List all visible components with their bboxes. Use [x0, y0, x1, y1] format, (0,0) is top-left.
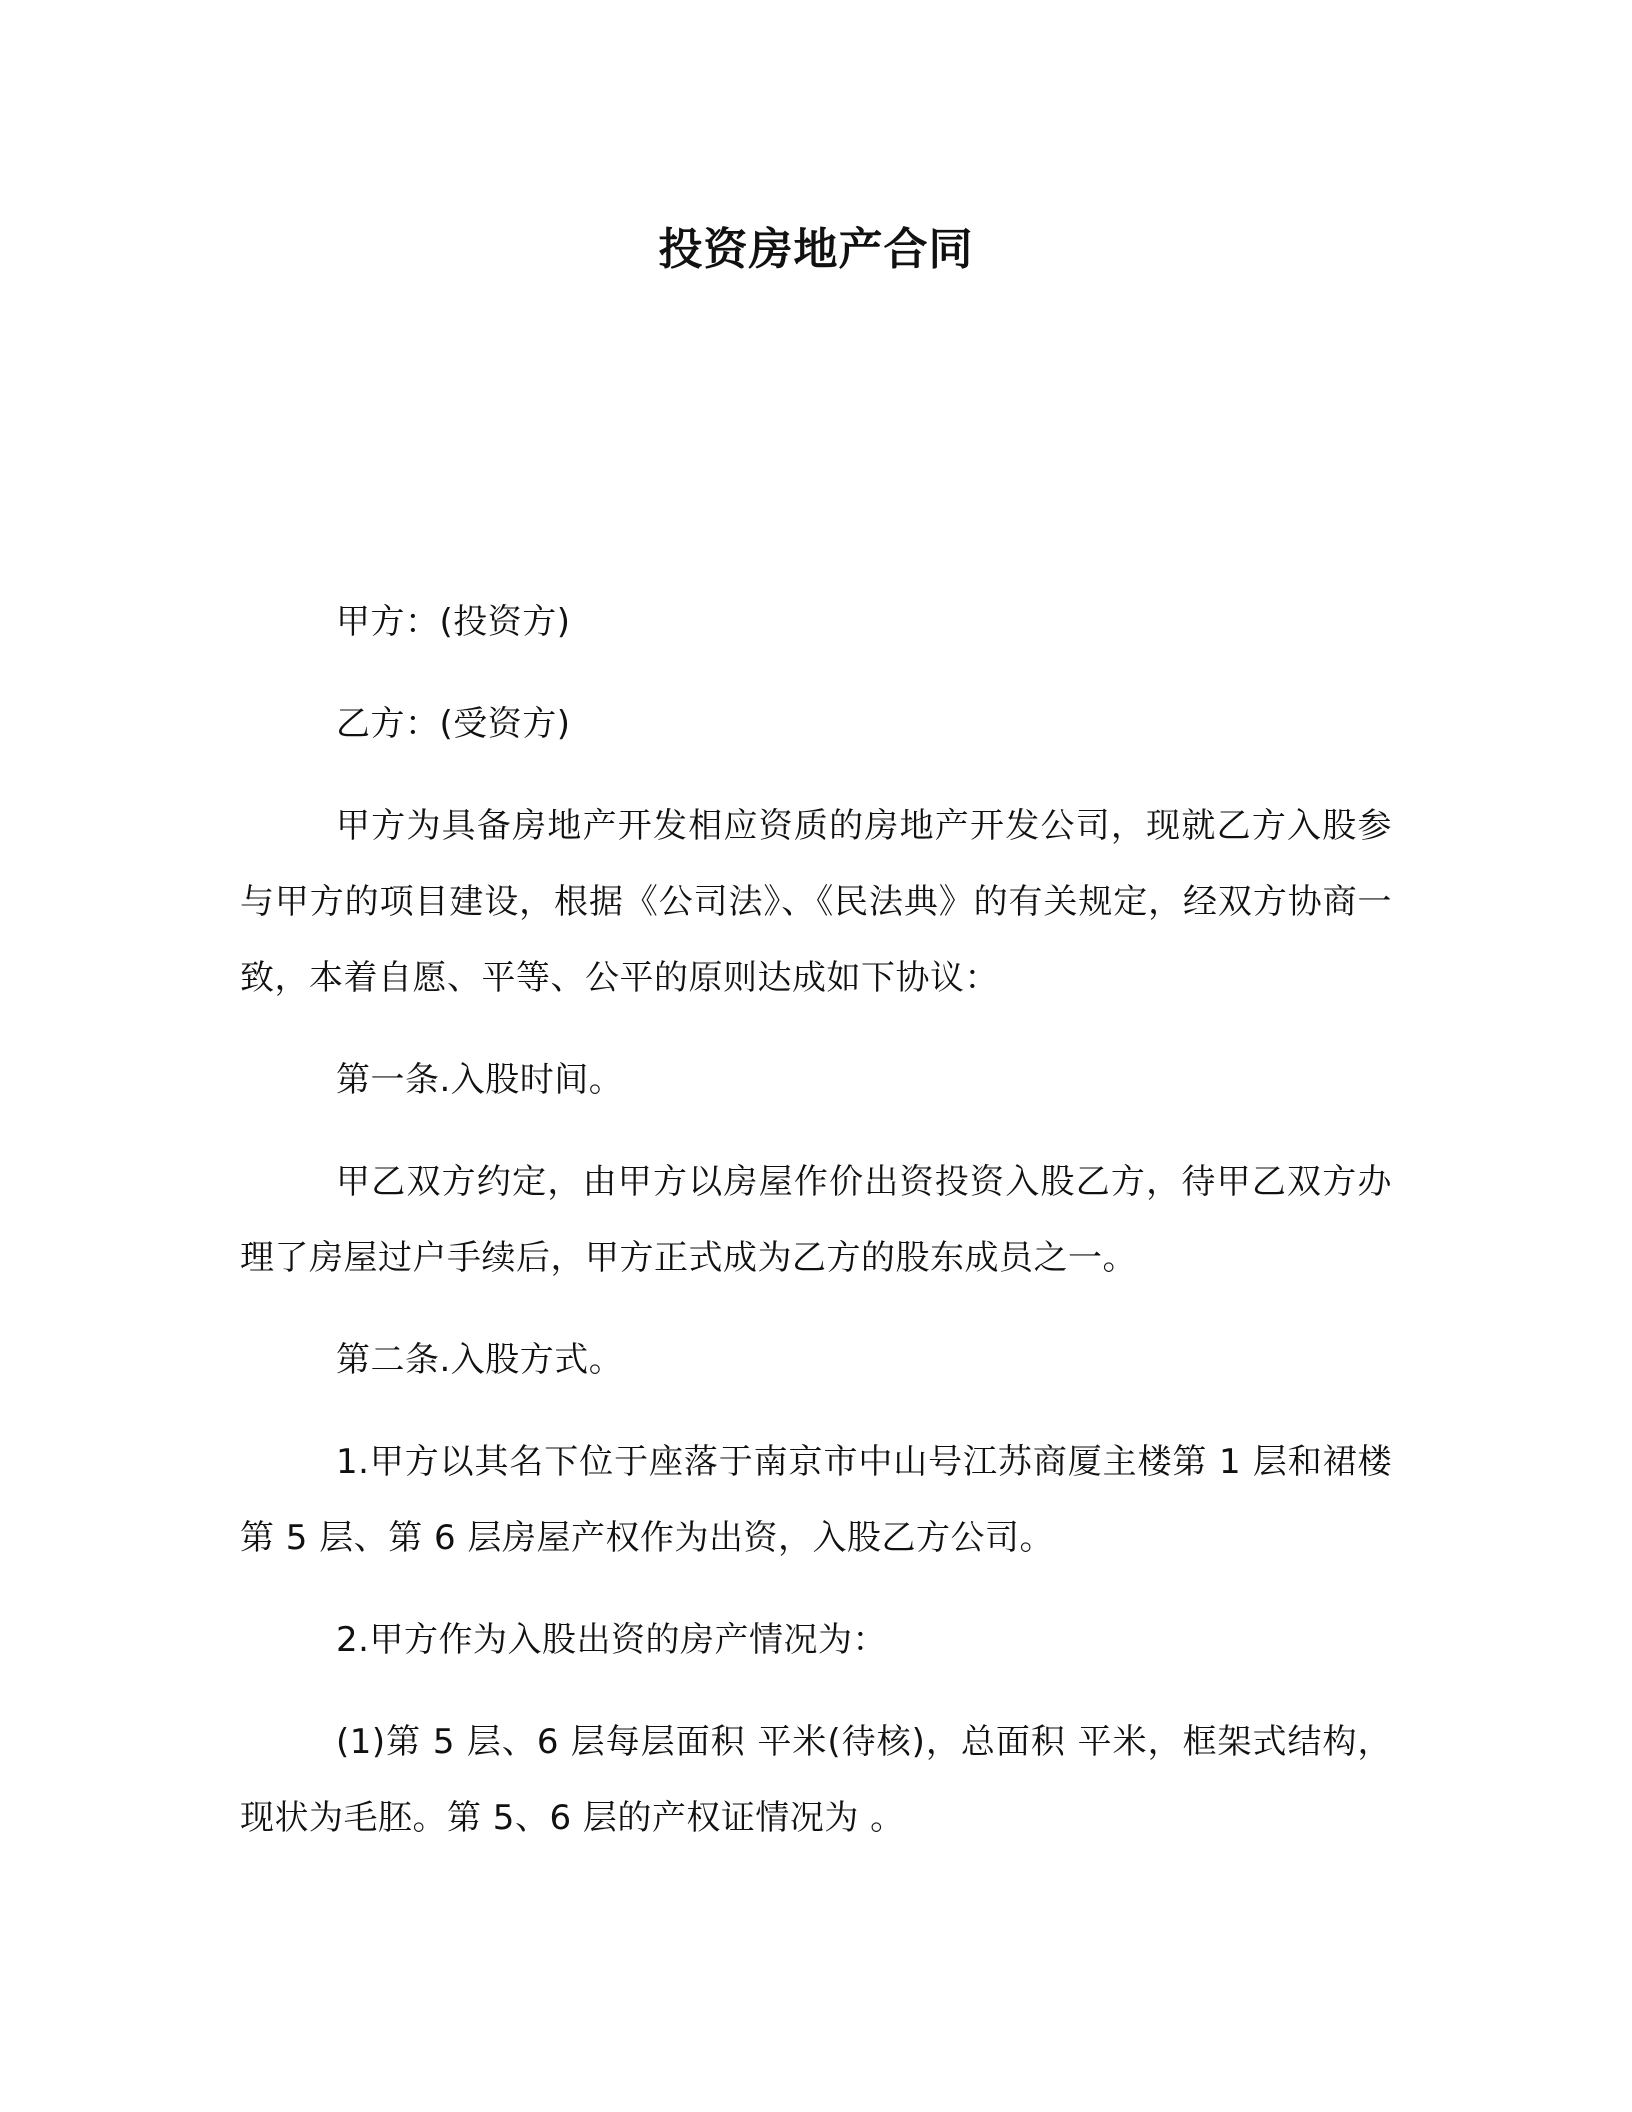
article-2-item-2-sub-1: (1)第 5 层、6 层每层面积 平米(待核)，总面积 平米，框架式结构，现状为毛胚。第 5、6 层的产权证情况为 。: [240, 1722, 1392, 1838]
article-2-heading: 第二条.入股方式。: [336, 1340, 624, 1380]
article-1-heading: 第一条.入股时间。: [336, 1060, 624, 1100]
article-1-paragraph: 甲乙双方约定，由甲方以房屋作价出资投资入股乙方，待甲乙双方办理了房屋过户手续后，甲方正式成为乙方的股东成员之一。: [240, 1162, 1392, 1278]
article-2-item-2: 2.甲方作为入股出资的房产情况为：: [336, 1620, 887, 1660]
preamble-paragraph: 甲方为具备房地产开发相应资质的房地产开发公司，现就乙方入股参与甲方的项目建设，根据《公司法》、《民法典》的有关规定，经双方协商一致，本着自愿、平等、公平的原则达成如下协议：: [240, 806, 1392, 998]
document-title: 投资房地产合同: [658, 224, 974, 275]
document-body: [240, 584, 1392, 1882]
party-a-line: 甲方：(投资方): [336, 602, 571, 642]
article-2-item-1: 1.甲方以其名下位于座落于南京市中山号江苏商厦主楼第 1 层和裙楼第 5 层、第 6 层房屋产权作为出资，入股乙方公司。: [240, 1442, 1392, 1558]
party-b-line: 乙方：(受资方): [336, 704, 571, 744]
